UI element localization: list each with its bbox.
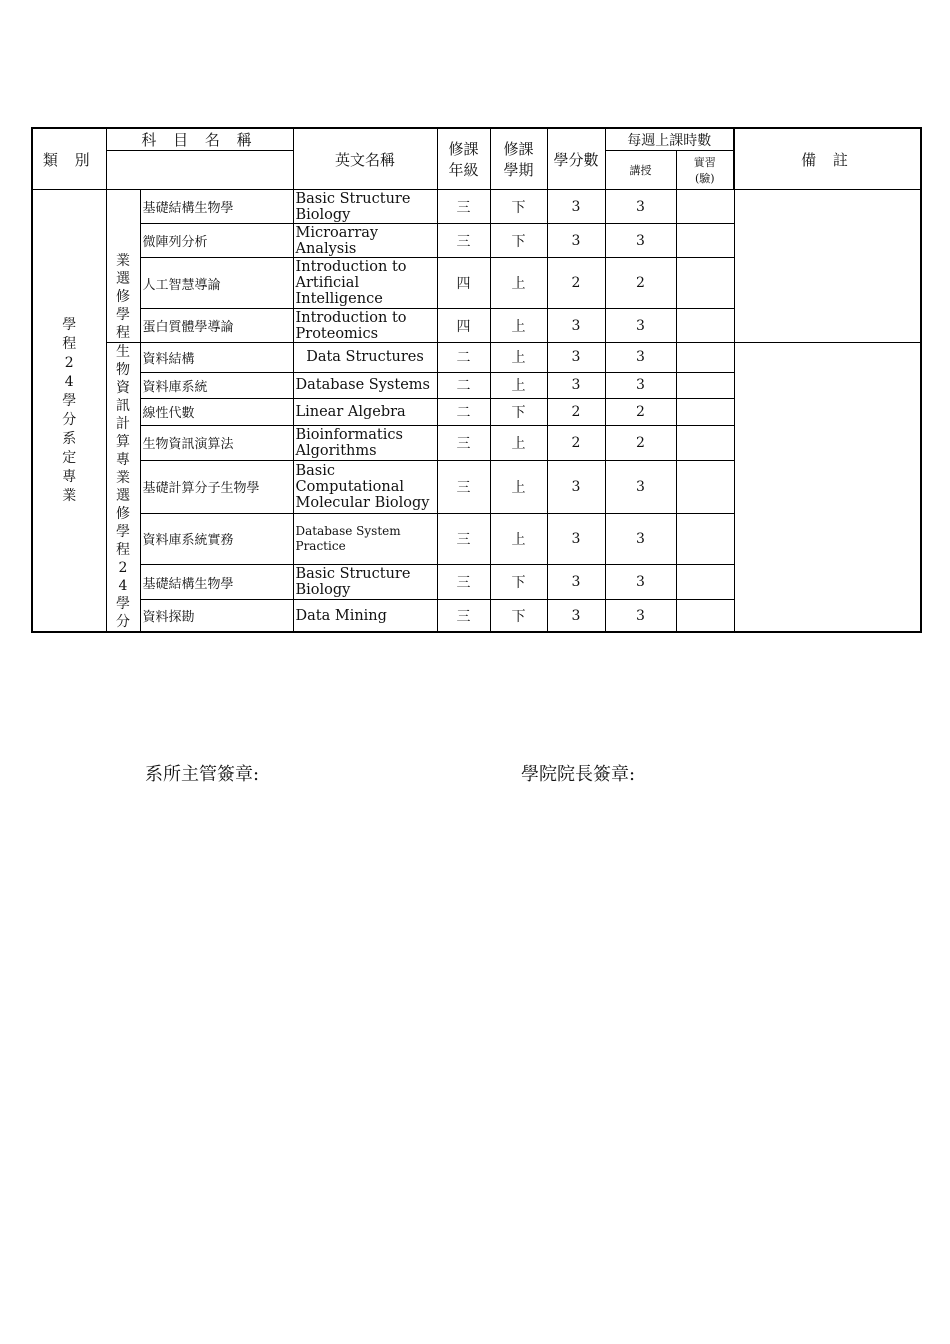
course-table [31, 127, 922, 633]
course-credits: 3 [547, 309, 605, 343]
course-year: 四 [437, 258, 490, 309]
course-lecture: 2 [605, 425, 676, 460]
course-year: 三 [437, 600, 490, 632]
course-en: Data Structures [293, 343, 437, 373]
course-year: 三 [437, 224, 490, 258]
course-semester: 下 [490, 600, 547, 632]
course-zh: 資料庫系統 [140, 372, 293, 398]
course-en: Database Systems [293, 372, 437, 398]
header-year: 修課年級 [437, 128, 490, 190]
course-lab [676, 600, 734, 632]
course-credits: 3 [547, 372, 605, 398]
course-year: 三 [437, 565, 490, 600]
course-zh: 資料探勘 [140, 600, 293, 632]
course-semester: 上 [490, 372, 547, 398]
course-lecture: 3 [605, 565, 676, 600]
course-credits: 3 [547, 565, 605, 600]
course-zh: 基礎計算分子生物學 [140, 460, 293, 513]
program-a-cell: 業選修學程 [106, 190, 140, 343]
header-remarks: 備 註 [734, 128, 921, 190]
category-cell: 學程24學分系定專業 [32, 190, 106, 633]
course-en: Basic Structure Biology [293, 190, 437, 224]
header-semester: 修課學期 [490, 128, 547, 190]
course-zh: 基礎結構生物學 [140, 565, 293, 600]
course-lab [676, 343, 734, 373]
course-lecture: 2 [605, 258, 676, 309]
course-en: Bioinformatics Algorithms [293, 425, 437, 460]
course-year: 四 [437, 309, 490, 343]
course-lecture: 3 [605, 513, 676, 565]
course-lab [676, 372, 734, 398]
course-semester: 上 [490, 425, 547, 460]
course-zh: 微陣列分析 [140, 224, 293, 258]
course-lecture: 3 [605, 190, 676, 224]
course-lab [676, 309, 734, 343]
course-semester: 下 [490, 398, 547, 425]
signature-section [0, 760, 950, 786]
course-semester: 上 [490, 513, 547, 565]
course-zh: 蛋白質體學導論 [140, 309, 293, 343]
course-en: Microarray Analysis [293, 224, 437, 258]
course-year: 二 [437, 343, 490, 373]
course-en: Linear Algebra [293, 398, 437, 425]
course-semester: 上 [490, 309, 547, 343]
course-credits: 3 [547, 460, 605, 513]
course-en: Introduction to Proteomics [293, 309, 437, 343]
course-lab [676, 190, 734, 224]
course-lab [676, 258, 734, 309]
course-credits: 2 [547, 425, 605, 460]
course-year: 二 [437, 372, 490, 398]
header-category: 類 別 [32, 128, 106, 190]
course-year: 二 [437, 398, 490, 425]
course-en: Introduction to Artificial Intelligence [293, 258, 437, 309]
course-zh: 生物資訊演算法 [140, 425, 293, 460]
course-zh: 資料結構 [140, 343, 293, 373]
course-en: Basic Structure Biology [293, 565, 437, 600]
course-lecture: 3 [605, 372, 676, 398]
course-semester: 上 [490, 343, 547, 373]
course-zh: 人工智慧導論 [140, 258, 293, 309]
course-year: 三 [437, 425, 490, 460]
header-course-name: 科 目 名 稱 [106, 128, 293, 151]
course-zh: 基礎結構生物學 [140, 190, 293, 224]
table-row [32, 343, 921, 373]
course-en: Basic Computational Molecular Biology [293, 460, 437, 513]
course-year: 三 [437, 460, 490, 513]
course-zh: 線性代數 [140, 398, 293, 425]
header-course-name-spacer [106, 151, 293, 190]
course-semester: 下 [490, 224, 547, 258]
course-lecture: 3 [605, 309, 676, 343]
course-credits: 2 [547, 398, 605, 425]
course-credits: 3 [547, 600, 605, 632]
header-lab: 實習(驗) [676, 151, 734, 190]
table-row [32, 190, 921, 224]
course-en: Database System Practice [293, 513, 437, 565]
dept-head-signature-label: 系所主管簽章: [145, 764, 260, 785]
header-row [32, 128, 921, 151]
course-lab [676, 513, 734, 565]
header-credits: 學分數 [547, 128, 605, 190]
header-english-name: 英文名稱 [293, 128, 437, 190]
course-lab [676, 398, 734, 425]
course-credits: 3 [547, 513, 605, 565]
remarks-cell [734, 343, 921, 633]
course-lab [676, 425, 734, 460]
course-semester: 上 [490, 460, 547, 513]
course-lecture: 3 [605, 224, 676, 258]
course-semester: 下 [490, 190, 547, 224]
course-lecture: 3 [605, 343, 676, 373]
course-credits: 3 [547, 343, 605, 373]
course-credits: 3 [547, 190, 605, 224]
course-lab [676, 565, 734, 600]
course-en: Data Mining [293, 600, 437, 632]
program-b-cell: 生物資訊計算專業選修學程24學分 [106, 343, 140, 633]
course-credits: 2 [547, 258, 605, 309]
course-semester: 下 [490, 565, 547, 600]
course-lecture: 3 [605, 600, 676, 632]
course-year: 三 [437, 190, 490, 224]
course-lab [676, 460, 734, 513]
remarks-cell [734, 190, 921, 343]
course-lecture: 2 [605, 398, 676, 425]
header-lecture: 講授 [605, 151, 676, 190]
dean-signature-label: 學院院長簽章: [521, 764, 636, 785]
course-lab [676, 224, 734, 258]
course-year: 三 [437, 513, 490, 565]
course-credits: 3 [547, 224, 605, 258]
course-zh: 資料庫系統實務 [140, 513, 293, 565]
course-semester: 上 [490, 258, 547, 309]
course-lecture: 3 [605, 460, 676, 513]
header-weekly-hours: 每週上課時數 [605, 128, 734, 151]
